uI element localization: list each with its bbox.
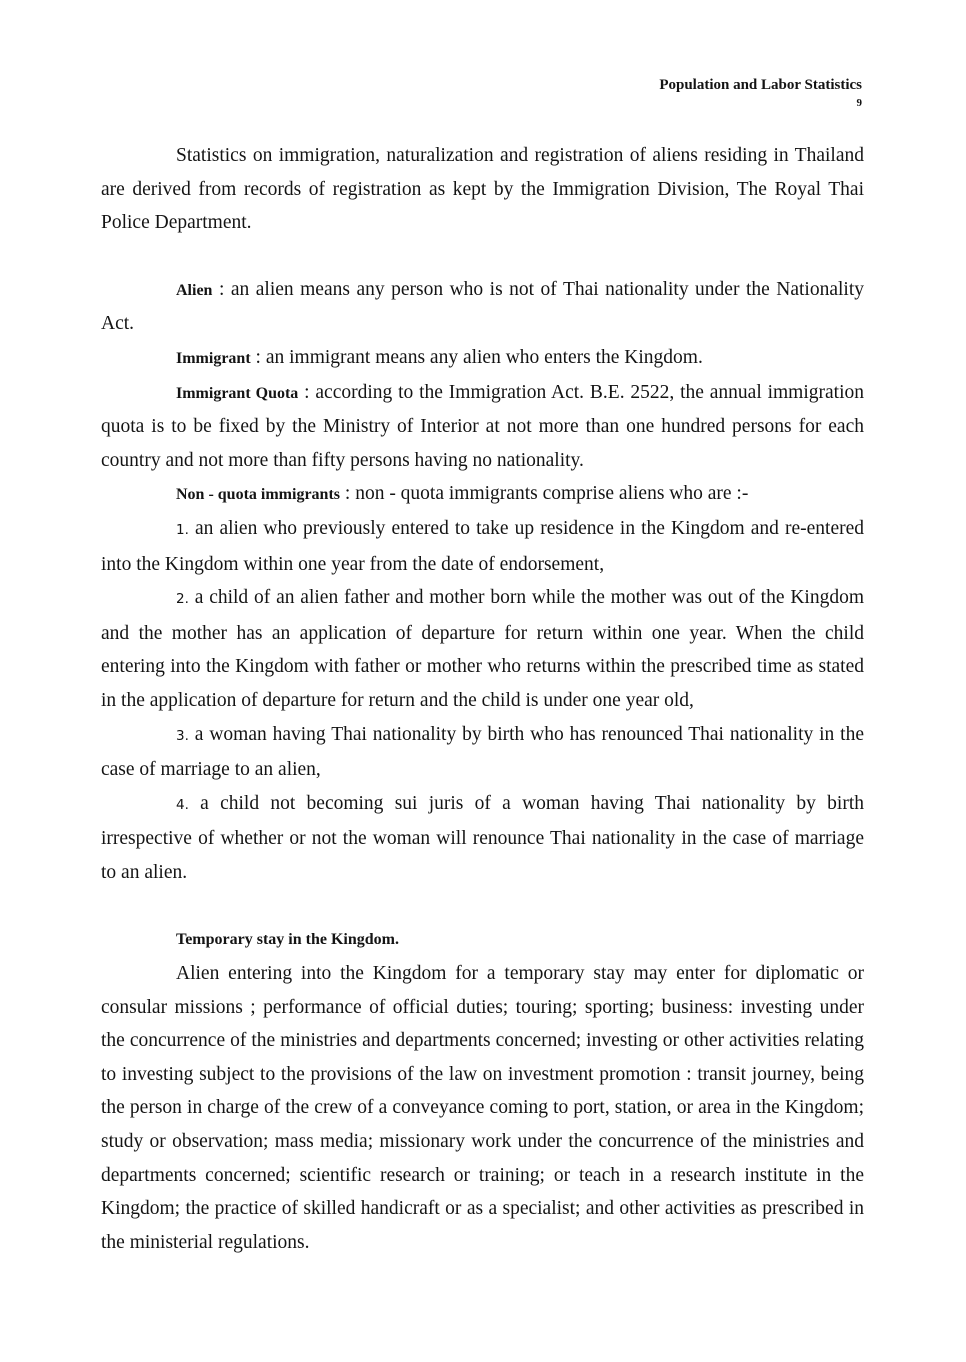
definition-immigrant-quota: [101, 376, 864, 478]
list-item: [101, 787, 864, 890]
definition-term: Non - quota immigrants: [176, 486, 341, 504]
list-text: an alien who previously entered to take up residence in the Kingdom and re-entered into the Kingdom within one year from the date of endorsement,: [101, 517, 865, 575]
definition-term: Immigrant: [176, 349, 251, 367]
definition-separator: :: [298, 381, 316, 403]
definition-separator: :: [340, 483, 356, 505]
definition-text: an alien means any person who is not of Thai nationality under the Nationality Act.: [101, 278, 864, 335]
list-text: a woman having Thai nationality by birth who has renounced Thai nationality in the case of marriage to an alien,: [101, 723, 864, 781]
definition-term: Immigrant Quota: [176, 384, 299, 402]
definition-text: an immigrant means any alien who enters the Kingdom.: [265, 346, 703, 368]
list-number: 2.: [176, 591, 189, 608]
definition-term: Alien: [176, 281, 213, 299]
definition-separator: :: [212, 278, 231, 300]
definition-separator: :: [250, 346, 266, 368]
list-text: a child of an alien father and mother born while the mother was out of the Kingdom and the mother has an application of departure for return within one year. When the child entering into the Kingdom with father or mother who returns within the prescribed time as stated in the application of departure for return and the child is under one year old,: [101, 587, 864, 711]
intro-paragraph: Statistics on immigration, naturalization and registration of aliens residing in Thailand are derived from records of registration as kept by the Immigration Division, The Royal Thai Police Department.: [101, 145, 864, 234]
spacer: [101, 240, 864, 273]
page-header: [659, 75, 862, 110]
list-number: 4.: [176, 796, 189, 813]
list-number: 3.: [176, 727, 189, 744]
spacer: [101, 889, 864, 923]
list-item: [101, 581, 864, 717]
definition-alien: [101, 273, 864, 341]
list-number: 1.: [176, 521, 189, 538]
definition-non-quota: [101, 477, 864, 512]
section-heading: Temporary stay in the Kingdom.: [176, 931, 399, 949]
running-title: Population and Labor Statistics: [659, 77, 862, 93]
page-number: 9: [856, 97, 862, 109]
definition-text: non - quota immigrants comprise aliens who are :-: [355, 483, 749, 505]
document-body: [101, 139, 864, 1259]
definition-text: according to the Immigration Act. B.E. 2522, the annual immigration quota is to be fixed by the Ministry of Interior at not more than one hundred persons for each country and not more than fifty persons having no nationality.: [101, 381, 865, 471]
list-item: [101, 718, 864, 787]
section-paragraph: Alien entering into the Kingdom for a temporary stay may enter for diplomatic or consular missions ; performance of official duties; touring; sporting; business: investing under the concurrence of the ministries and departments concerned; investing or other activities relating to investing subject to the provisions of the law on investment promotion : transit journey, being the person in charge of the crew of a conveyance coming to port, station, or area in the Kingdom; study or observation; mass media; missionary work under the concurrence of the ministries and departments concerned; scientific research or training; or teach in a research institute in the Kingdom; the practice of skilled handicraft or as a specialist; and other activities as prescribed in the ministerial regulations.: [101, 963, 864, 1253]
definition-immigrant: [101, 341, 864, 376]
list-text: a child not becoming sui juris of a woman having Thai nationality by birth irrespective of whether or not the woman will renounce Thai nationality in the case of marriage to an alien.: [101, 792, 865, 883]
list-item: [101, 512, 864, 581]
